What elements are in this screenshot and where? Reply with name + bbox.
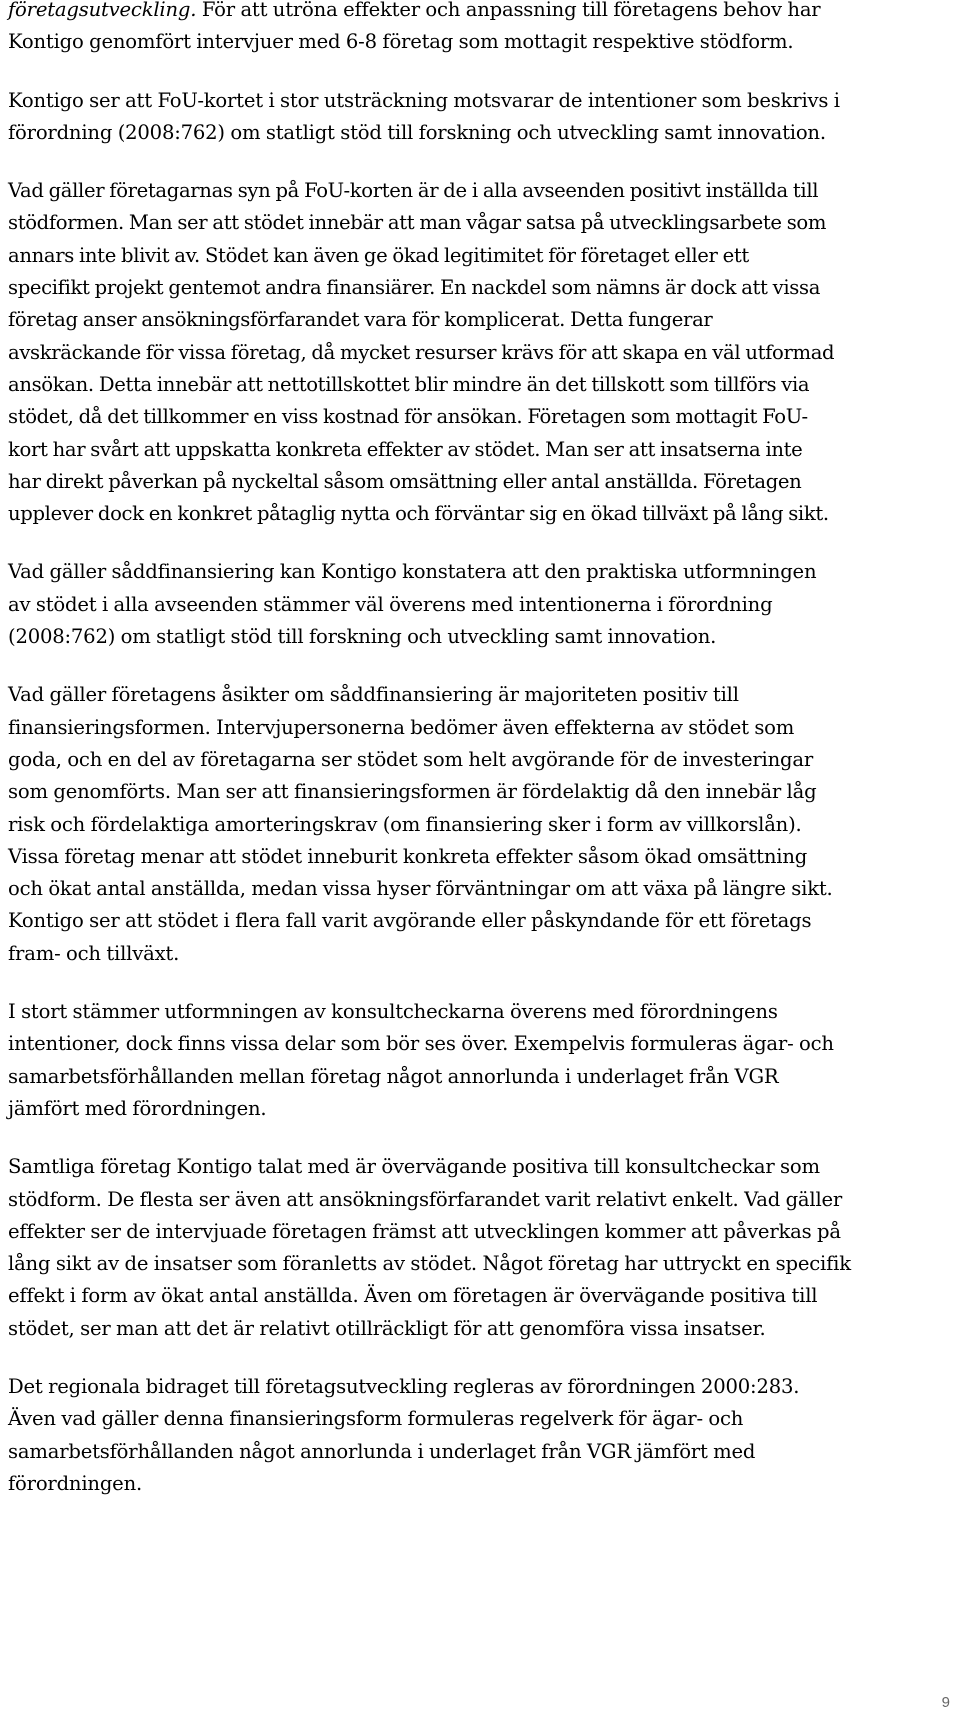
paragraph-consultant-checks-intentions: I stort stämmer utformningen av konsultcheckarna överens med förordningens intentioner, dock finns vissa delar som bör ses över. Exempelvis formuleras ägar- och samarbetsförhållanden mellan företag något annorlunda i underlaget från VGR jämfört med förordningen.	[8, 1000, 834, 1120]
paragraph-seed-intentions: Vad gäller såddfinansiering kan Kontigo konstatera att den praktiska utformningen av stödet i alla avseenden stämmer väl överens med intentionerna i förordning (2008:762) om statligt stöd till forskning och utveckling samt innovation.	[8, 560, 817, 649]
page-number: 9	[941, 1694, 950, 1711]
paragraph-fou-intentions: Kontigo ser att FoU-kortet i stor utsträckning motsvarar de intentioner som beskrivs i förordning (2008:762) om statligt stöd till forskning och utveckling samt innovation.	[8, 88, 840, 144]
paragraph-seed-views: Vad gäller företagens åsikter om såddfinansiering är majoriteten positiv till finansieringsformen. Intervjupersonerna bedömer även effekterna av stödet som goda, och en del av företagarna ser stödet som helt avgörande för de investeringar som genomförts. Man ser att finansieringsformen är fördelaktig då den innebär låg risk och fördelaktiga amorteringskrav (om finansiering sker i form av villkorslån). Vissa företag menar att stödet inneburit konkreta effekter såsom ökad omsättning och ökat antal anställda, medan vissa hyser förväntningar om att växa på längre sikt. Kontigo ser att stödet i flera fall varit avgörande eller påskyndande för ett företags fram- och tillväxt.	[8, 683, 833, 965]
paragraph-fou-views: Vad gäller företagarnas syn på FoU-korten är de i alla avseenden positivt inställda till stödformen. Man ser att stödet innebär att man vågar satsa på utvecklingsarbete som annars inte blivit av. Stödet kan även ge ökad legitimitet för företaget eller ett specifikt projekt gentemot andra finansiärer. En nackdel som nämns är dock att vissa företag anser ansökningsförfarandet vara för komplicerat. Detta fungerar avskräckande för vissa företag, då mycket resurser krävs för att skapa en väl utformad ansökan. Detta innebär att nettotillskottet blir mindre än det tillskott som tillförs via stödet, då det tillkommer en viss kostnad för ansökan. Företagen som mottagit FoU- kort har svårt att uppskatta konkreta effekter av stödet. Man ser att insatserna inte har direkt påverkan på nyckeltal såsom omsättning eller antal anställda. Företagen upplever dock en konkret påtaglig nytta och förväntar sig en ökad tillväxt på lång sikt.	[8, 179, 835, 526]
document-page	[8, 0, 956, 1500]
paragraph-consultant-checks-views: Samtliga företag Kontigo talat med är övervägande positiva till konsultcheckar som stödform. De flesta ser även att ansökningsförfarandet varit relativt enkelt. Vad gäller effekter ser de intervjuade företagen främst att utvecklingen kommer att påverkas på lång sikt av de insatser som föranletts av stödet. Något företag har uttryckt en specifik effekt i form av ökat antal anställda. Även om företagen är övervägande positiva till stödet, ser man att det är relativt otillräckligt för att genomföra vissa insatser.	[8, 1155, 851, 1340]
paragraph-intro-text: För att utröna effekter och anpassning till företagens behov har Kontigo genomfört intervjuer med 6-8 företag som mottagit respektive stödform.	[8, 0, 821, 54]
paragraph-intro	[8, 0, 956, 59]
paragraph-regional-grant: Det regionala bidraget till företagsutveckling regleras av förordningen 2000:283. Även vad gäller denna finansieringsform formuleras regelverk för ägar- och samarbetsförhållanden något annorlunda i underlaget från VGR jämfört med förordningen.	[8, 1374, 800, 1495]
paragraph-intro-lead: företagsutveckling.	[8, 0, 197, 21]
